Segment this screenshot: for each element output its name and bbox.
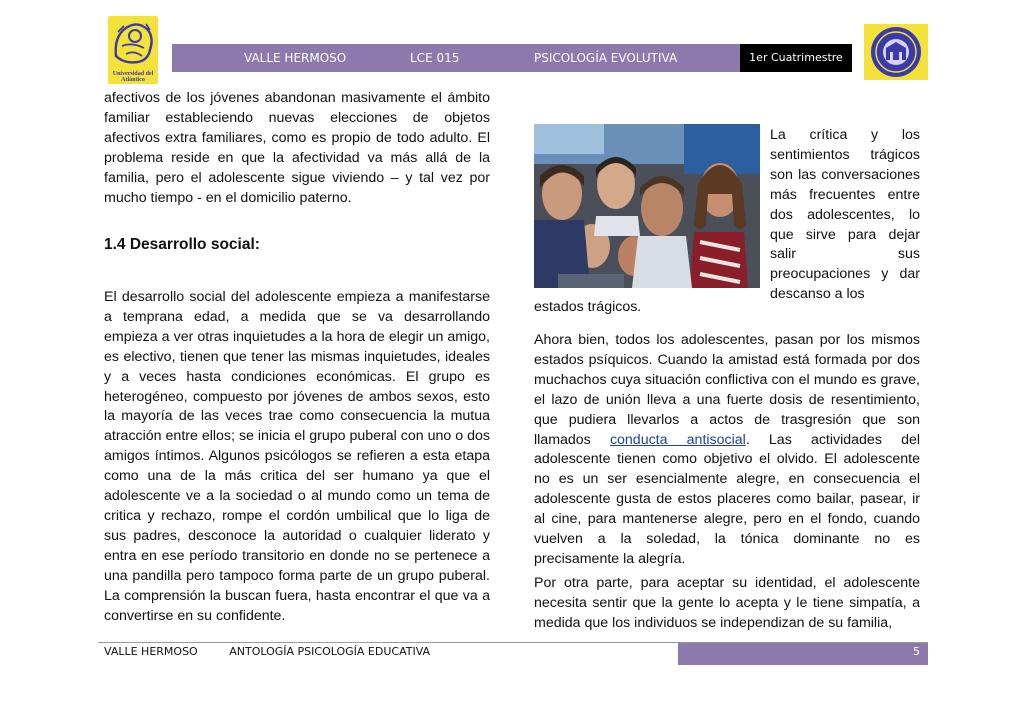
section-heading: 1.4 Desarrollo social: xyxy=(104,236,260,253)
footer-title: ANTOLOGÍA PSICOLOGÍA EDUCATIVA xyxy=(229,645,431,658)
header-subject: PSICOLOGÍA EVOLUTIVA xyxy=(534,51,678,65)
paragraph-psychic-states xyxy=(534,331,920,570)
paragraph-identity: Por otra parte, para aceptar su identidad, el adolescente necesita sentir que la gente lo acepta y le tiene simpatía, a medida que los individuos se independizan de su familia, xyxy=(534,575,920,631)
university-crest-icon xyxy=(108,16,158,84)
footer xyxy=(104,645,430,658)
logo-caption: Universidad del Atlántico xyxy=(112,71,154,83)
page-number: 5 xyxy=(913,645,920,658)
header-term: 1er Cuatrimestre xyxy=(740,44,852,72)
paragraph-affective: afectivos de los jóvenes abandonan masivamente el ámbito familiar estableciendo nuevas elecciones de objetos afectivos extra familiares, como es propio de todo adulto. El problema reside en que la afectividad va más allá de la familia, pero el adolescente sigue viviendo – y tal vez por mucho tiempo - en el domicilio paterno. xyxy=(104,90,490,206)
header-code: LCE 015 xyxy=(410,51,460,65)
paragraph-text-before-link: Ahora bien, todos los adolescentes, pasan por los mismos estados psíquicos. Cuando la amistad está formada por dos muchachos cuya situación conflictiva con el mundo es grave, el lazo de unión lleva a una fuerte dosis de resentimiento, que pudiera llevarlos a actos de trasgresión que son llamados xyxy=(534,332,920,448)
antisocial-behavior-link[interactable]: conducta antisocial xyxy=(609,431,746,448)
footer-institution: VALLE HERMOSO xyxy=(104,645,198,658)
photo-teen-fans xyxy=(534,124,760,288)
footer-bar xyxy=(678,643,928,665)
header-bar xyxy=(172,44,740,72)
header-institution: VALLE HERMOSO xyxy=(244,51,347,65)
caption-beside-photo: La crítica y los sentimientos trágicos son las conversaciones más frecuentes entre dos adolescentes, lo que sirve para dejar salir sus preocupaciones y dar descanso a los xyxy=(770,127,920,303)
circular-seal-icon xyxy=(864,24,928,80)
paragraph-social-development: El desarrollo social del adolescente empieza a manifestarse a temprana edad, a medida que se va desarrollando empieza a ver otras inquietudes a la hora de elegir un amigo, es electivo, tienen que tener las mismas inquietudes, ideales y a veces hasta condiciones económicas. El grupo es heterogéneo, compuesto por jóvenes de ambos sexos, esto la mayoría de las veces trae como consecuencia la mutua atracción entre ellos; se inicia el grupo puberal con uno o dos amigos íntimos. Algunos psicólogos se refieren a esta etapa como una de la más critica del ser humano ya que el adolescente ve a la sociedad o al mundo como un tema de critica y rechazo, rompe el cordón umbilical que lo liga de sus padres, desconoce la autoridad o cualquier liderato y entra en ese período transitorio en donde no se pertenece a una pandilla pero tampoco forma parte de un grupo puberal. La comprensión la buscan fuera, hasta encontrar el que va a convertirse en su confidente. xyxy=(104,289,490,624)
paragraph-text-after-link: . Las actividades del adolescente tienen como objetivo el olvido. El adolescente no es un ser esencialmente alegre, en consecuencia el adolescente gusta de estos placeres como bailar, pasear, ir al cine, para mantenerse alegre, pero en el fondo, cuando vuelven a la soledad, la tónica dominante no es precisamente la alegría. xyxy=(534,431,921,567)
paragraph-continuation: estados trágicos. xyxy=(534,299,642,315)
